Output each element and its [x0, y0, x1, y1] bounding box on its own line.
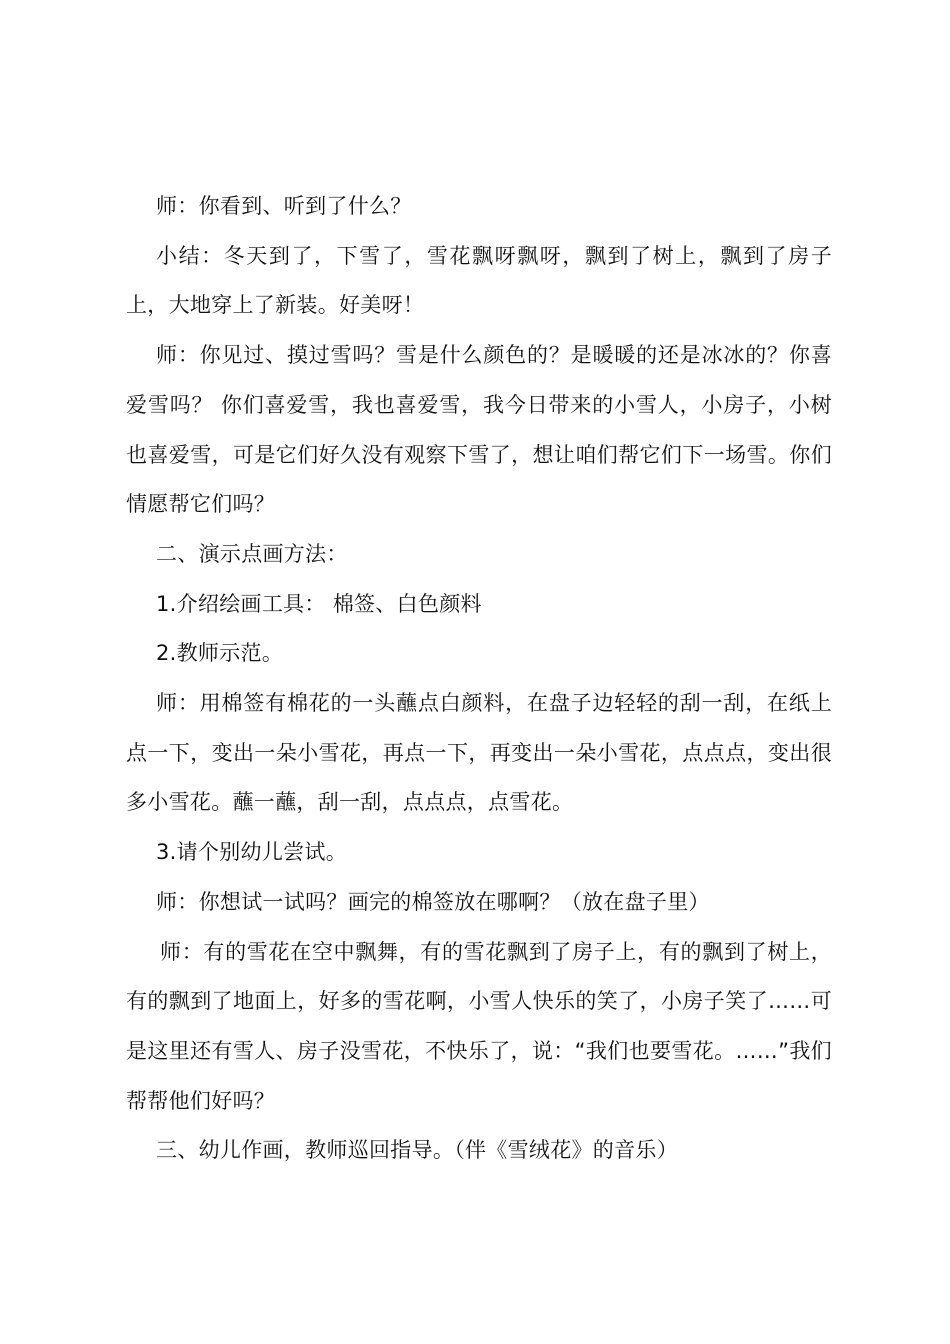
- paragraph-summary: 小结：冬天到了，下雪了，雪花飘呀飘呀，飘到了树上，飘到了房子上，大地穿上了新装。好美呀！: [126, 243, 832, 318]
- paragraph-teacher-try-question: 师：你想试一试吗？画完的棉签放在哪啊？（放在盘子里）: [156, 889, 710, 914]
- step-teacher-demo: 2.教师示范。: [156, 641, 284, 666]
- document-body: [126, 182, 832, 1176]
- paragraph-teacher-snow-questions: 师：你见过、摸过雪吗？雪是什么颜色的？是暖暖的还是冰冰的？你喜爱雪吗？ 你们喜爱雪，我也喜爱雪，我今日带来的小雪人，小房子，小树也喜爱雪，可是它们好久没有观察下雪了，想让咱们帮它们下一场雪。你们情愿帮它们吗？: [126, 343, 832, 517]
- paragraph-teacher-snowflakes: 师：有的雪花在空中飘舞，有的雪花飘到了房子上，有的飘到了树上，有的飘到了地面上，好多的雪花啊，小雪人快乐的笑了，小房子笑了……可是这里还有雪人、房子没雪花，不快乐了，说：“我们也要雪花。……”我们帮帮他们好吗？: [126, 939, 832, 1113]
- paragraph-teacher-question: 师：你看到、听到了什么？: [156, 194, 412, 218]
- paragraph-teacher-instructions: 师：用棉签有棉花的一头蘸点白颜料，在盘子边轻轻的刮一刮，在纸上点一下，变出一朵小雪花，再点一下，再变出一朵小雪花，点点点，变出很多小雪花。蘸一蘸，刮一刮，点点点，点雪花。: [126, 691, 832, 815]
- section-heading-demonstration: 二、演示点画方法：: [156, 541, 348, 566]
- step-children-try: 3.请个别幼儿尝试。: [156, 840, 348, 865]
- section-heading-children-drawing: 三、幼儿作画，教师巡回指导。（伴《雪绒花》的音乐）: [156, 1138, 678, 1163]
- step-introduce-tools: 1.介绍绘画工具： 棉签、白色颜料: [156, 591, 482, 616]
